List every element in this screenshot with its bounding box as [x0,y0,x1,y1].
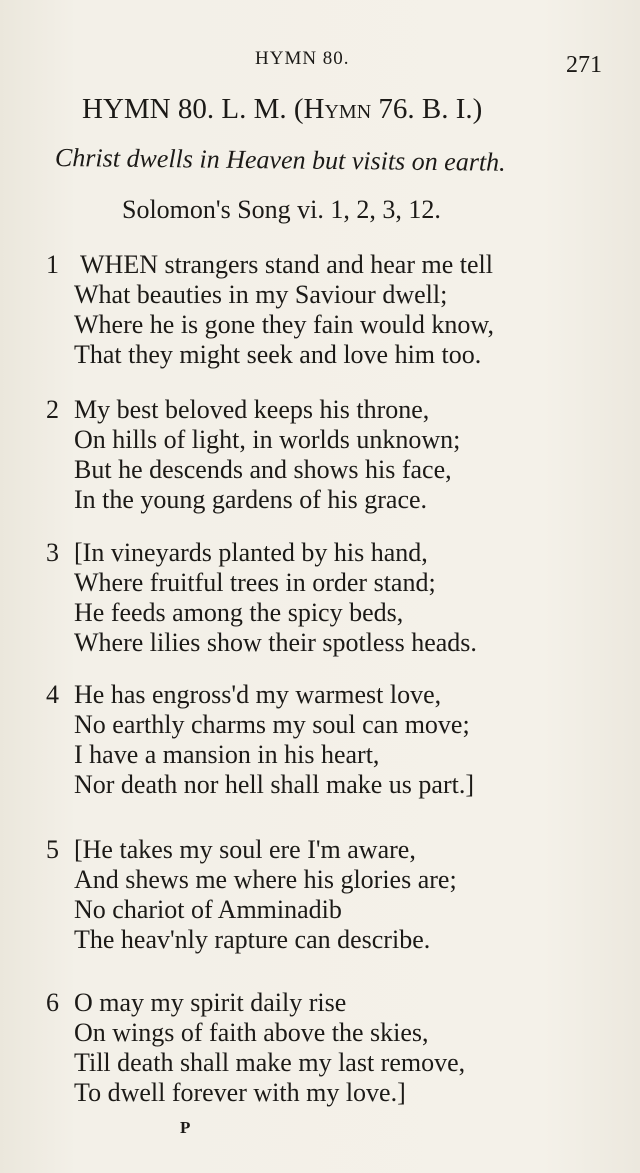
stanza-3 [46,538,616,658]
running-head: HYMN 80. [255,48,350,69]
stanza-line: No chariot of Amminadib [74,895,342,924]
stanza-line: Till death shall make my last remove, [74,1048,466,1077]
stanza-line: No earthly charms my soul can move; [74,710,470,739]
hymn-title-reference: (Hymn 76. B. I.) [293,93,483,125]
stanza-line: [He takes my soul ere I'm aware, [74,835,416,864]
stanza-line: But he descends and shows his face, [74,455,452,484]
stanza-line: In the young gardens of his grace. [74,485,428,514]
stanza-6 [46,988,616,1108]
stanza-number: 3 [46,538,59,567]
stanza-line: Where fruitful trees in order stand; [74,568,436,597]
stanza-line: [In vineyards planted by his hand, [74,538,428,567]
stanza-line: I have a mansion in his heart, [74,740,380,769]
stanza-line: He feeds among the spicy beds, [74,598,404,627]
stanza-4 [46,680,616,800]
stanza-line: What beauties in my Saviour dwell; [74,280,448,309]
stanza-1 [46,250,616,370]
hymn-title-main: HYMN 80. L. M. [82,93,287,125]
stanza-number: 4 [46,680,59,709]
scripture-reference: Solomon's Song vi. 1, 2, 3, 12. [122,195,441,224]
stanza-line: He has engross'd my warmest love, [74,680,442,709]
stanza-line: That they might seek and love him too. [74,340,482,369]
stanza-5 [46,835,616,955]
stanza-line: Nor death nor hell shall make us part.] [74,770,474,799]
hymn-title [82,93,482,126]
stanza-line: WHEN strangers stand and hear me tell [80,250,493,279]
stanza-line: To dwell forever with my love.] [74,1078,406,1107]
signature-mark: P [180,1118,191,1137]
stanza-number: 2 [46,395,59,424]
page-number: 271 [566,52,602,78]
hymn-subtitle: Christ dwells in Heaven but visits on earth. [54,143,506,177]
stanza-line: Where lilies show their spotless heads. [74,628,477,657]
stanza-line: O may my spirit daily rise [74,988,347,1017]
stanza-number: 1 [46,250,59,279]
stanza-line: The heav'nly rapture can describe. [74,925,431,954]
stanza-line: My best beloved keeps his throne, [74,395,430,424]
stanza-line: And shews me where his glories are; [74,865,457,894]
stanza-line: Where he is gone they fain would know, [74,310,494,339]
stanza-line: On hills of light, in worlds unknown; [74,425,461,454]
stanza-number: 5 [46,835,59,864]
stanza-number: 6 [46,988,59,1017]
stanza-2 [46,395,616,515]
stanza-line: On wings of faith above the skies, [74,1018,429,1047]
